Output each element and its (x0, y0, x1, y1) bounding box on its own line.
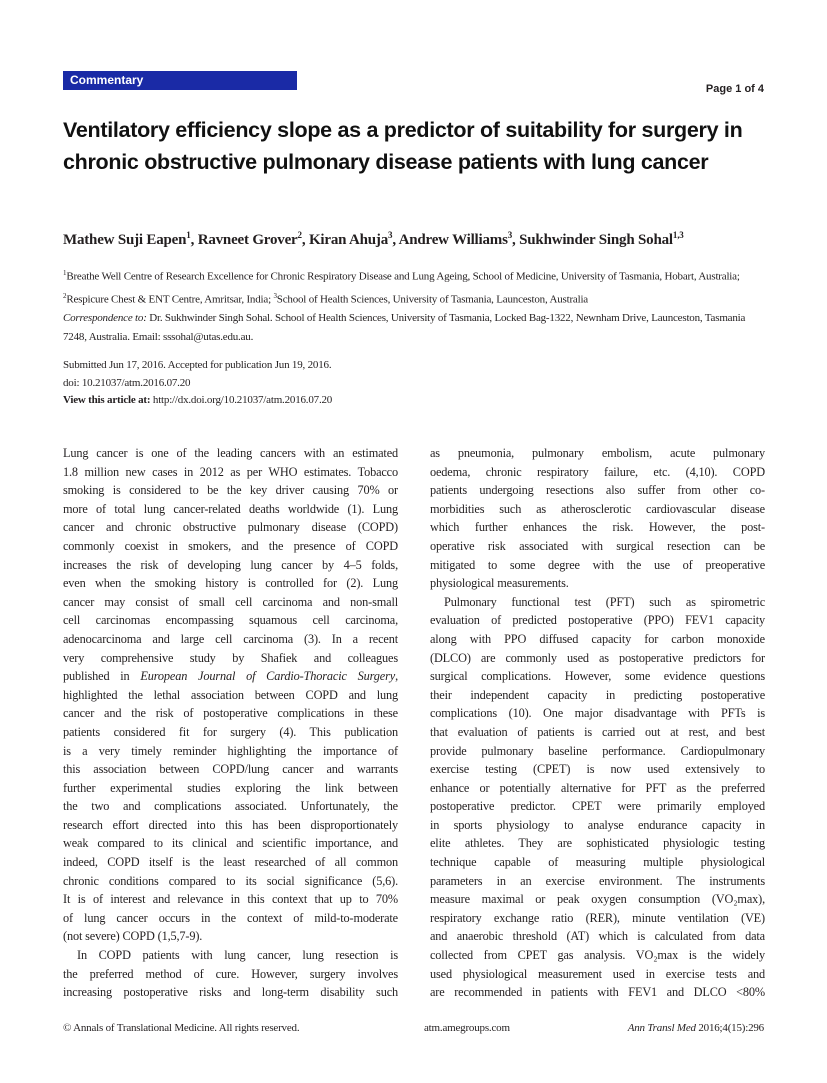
text-line: oedema, chronic respiratory failure, etc. (4,10). COPD (430, 464, 765, 479)
text-line: cell carcinomas encompassing squamous cell carcinoma, (63, 613, 398, 628)
text-line: even when the smoking history is controlled for (2). Lung (63, 576, 398, 591)
affiliations (63, 264, 768, 347)
text-line: indeed, COPD itself is the least researched of all common (63, 855, 398, 870)
author-affil: 1 (186, 230, 191, 240)
page-number: Page 1 of 4 (705, 83, 764, 95)
text-line: that evaluation of patients is carried out at rest, and best (430, 724, 765, 739)
text-line: the preferred method of cure. However, surgery involves (63, 966, 398, 981)
text-line: and anaerobic threshold (AT) which is calculated from data (430, 929, 765, 944)
text-line: which further enhances the risk. However, the post- (430, 520, 765, 535)
text-line: (DLCO) are commonly used as postoperative predictors for (430, 650, 765, 665)
section-label: Commentary (70, 73, 144, 87)
author-affil: 3 (507, 230, 513, 240)
footer-copyright: © Annals of Translational Medicine. All rights reserved. (63, 1022, 300, 1034)
correspondence-label: Correspondence to: (63, 312, 147, 325)
text-line: technique capable of measuring multiple physiological (430, 855, 765, 870)
text-line: used physiological measurement used in exercise tests and (430, 966, 765, 981)
text-line: this association between COPD/lung cancer and warrants (63, 762, 398, 777)
view-label: View this article at: (63, 394, 151, 406)
text-line: collected from CPET gas analysis. VO₂max is the widely (430, 948, 765, 963)
correspondence: Dr. Sukhwinder Singh Sohal. School of Health Sciences, University of Tasmania, Locked Bag-1322, Newnham Drive, Launceston, Tasmania 7248, Australia. Email: sssohal@utas.edu.au. (63, 312, 746, 344)
citation: 2016;4(15):296 (695, 1022, 764, 1034)
text-line: adenocarcinoma and large cell carcinoma (3). In a recent (63, 631, 398, 646)
text-line: 1.8 million new cases in 2012 as per WHO estimates. Tobacco (63, 464, 398, 479)
text-line: respiratory exchange ratio (RER), minute ventilation (VE) (430, 910, 765, 925)
text-line: measure maximal or peak oxygen consumption (VO₂max), (430, 892, 765, 907)
submission-dates: Submitted Jun 17, 2016. Accepted for publication Jun 19, 2016. (63, 359, 332, 371)
text-line: research effort directed into this has been disproportionately (63, 817, 398, 832)
text-line: In COPD patients with lung cancer, lung resection is (77, 948, 398, 963)
text-line: (not severe) COPD (1,5,7-9). (63, 929, 203, 944)
text-line: in sports physiology to analyse endurance capacity in (430, 817, 765, 832)
journal-abbrev: Ann Transl Med (627, 1022, 696, 1034)
author-affil: 2 (297, 230, 302, 240)
body-column-left (63, 444, 398, 1002)
text-line: operative risk associated with surgical resection can be (430, 538, 765, 553)
text-line: very comprehensive study by Shafiek and colleagues (63, 650, 398, 665)
text-line: patients considered fit for surgery (4). This publication (63, 724, 398, 739)
text-line: chronic conditions compared to its social significance (5,6). (63, 873, 398, 888)
section-banner (63, 71, 297, 90)
article-meta (63, 357, 332, 410)
text-line: commonly coexist in smokers, and the presence of COPD (63, 538, 398, 553)
affiliation: Respicure Chest & ENT Centre, Amritsar, India; (66, 293, 274, 306)
affil-marker: 3 (273, 291, 277, 300)
author: Kiran Ahuja (308, 232, 389, 248)
text-line: is a very timely reminder highlighting the importance of (63, 743, 398, 758)
text-line: It is of interest and relevance in this context that up to 70% (63, 892, 398, 907)
author: Sukhwinder Singh Sohal (519, 232, 673, 248)
text-line: morbidities such as atherosclerotic cardiovascular disease (430, 501, 765, 516)
text-line: of lung cancer occurs in the context of mild-to-moderate (63, 910, 398, 925)
text-line: weak compared to its clinical and scientific importance, and (63, 836, 398, 851)
author: Mathew Suji Eapen (63, 232, 187, 248)
doi: doi: 10.21037/atm.2016.07.20 (63, 376, 191, 389)
affil-marker: 1 (63, 269, 67, 277)
text-line: postoperative predictor. CPET were primarily employed (430, 799, 765, 814)
text-line: evaluation of predicted postoperative (PPO) FEV1 capacity (430, 613, 765, 628)
footer-site[interactable]: atm.amegroups.com (424, 1022, 510, 1034)
article-link[interactable]: http://dx.doi.org/10.21037/atm.2016.07.20 (150, 394, 333, 406)
text-line: increases the risk of developing lung cancer by 4–5 folds, (63, 557, 398, 572)
text-line: the two and complications associated. Unfortunately, the (63, 799, 398, 814)
article-title: Ventilatory efficiency slope as a predictor of suitability for surgery in chronic obstructive pulmonary disease patients with lung cancer (63, 118, 743, 174)
text-line: smoking is considered to be the key driver causing 70% or (63, 483, 398, 498)
text-line: along with PPO diffused capacity for carbon monoxide (430, 631, 765, 646)
text-line: cancer and chronic obstructive pulmonary disease (COPD) (63, 520, 398, 535)
text-fragment: published in (63, 669, 141, 684)
text-line (63, 667, 398, 686)
journal-name: European Journal of Cardio-Thoracic Surgery (140, 669, 396, 684)
text-line: increasing postoperative risks and long-term disability such (63, 985, 398, 1000)
author-affil: 3 (388, 230, 393, 240)
text-line: complications (10). One major disadvantage with PFTs is (430, 706, 765, 721)
text-line: more of total lung cancer-related deaths worldwide (1). Lung (63, 501, 398, 516)
text-line: cancer may consist of small cell carcinoma and non-small (63, 594, 398, 609)
text-line: are recommended in patients with FEV1 and DLCO <80% (430, 985, 765, 1000)
text-line: physiological measurements. (430, 576, 569, 591)
text-line: highlighted the lethal association between COPD and lung (63, 687, 398, 702)
text-line: elite athletes. They are sophisticated physiologic testing (430, 836, 765, 851)
text-fragment: , (395, 669, 398, 684)
author-list: Mathew Suji Eapen$^1$, Ravneet Grover$^2$, Kiran Ahuja$^3$, Andrew Williams$^3$, Sukhwinder Singh Sohal$^{1,3}$ (63, 230, 684, 248)
text-line: parameters in an exercise environment. The instruments (430, 873, 765, 888)
footer-citation (628, 1022, 764, 1034)
text-line: Pulmonary functional test (PFT) such as spirometric (444, 594, 765, 609)
text-line: provide pulmonary baseline performance. Cardiopulmonary (430, 743, 765, 758)
text-line: further experimental studies exploring the link between (63, 780, 398, 795)
affiliation: Breathe Well Centre of Research Excellence for Chronic Respiratory Disease and Lung Ageing, School of Medicine, University of Tasmania, Hobart, Australia; (66, 270, 740, 283)
text-line: as pneumonia, pulmonary embolism, acute pulmonary (430, 446, 765, 460)
author: Ravneet Grover (197, 232, 298, 248)
affiliation: School of Health Sciences, University of Tasmania, Launceston, Australia (276, 293, 588, 306)
author: Andrew Williams (398, 232, 508, 248)
author-affil: 1,3 (672, 230, 684, 240)
text-line: their independent capacity in predicting postoperative (430, 687, 765, 702)
text-line: Lung cancer is one of the leading cancers with an estimated (63, 446, 398, 460)
text-line: mitigated to some degree with the use of preoperative (430, 557, 765, 572)
text-line: patients undergoing resections also suffer from other co- (430, 483, 765, 498)
affil-marker: 2 (63, 291, 67, 300)
body-column-right (430, 444, 765, 1002)
text-line: surgical complications. However, some evidence questions (430, 669, 765, 684)
text-line: cancer and the risk of postoperative complications in these (63, 706, 398, 721)
text-line: exercise testing (CPET) is now used extensively to (430, 762, 765, 777)
text-line: enhance or potentially alternative for PFT as the preferred (430, 780, 765, 795)
